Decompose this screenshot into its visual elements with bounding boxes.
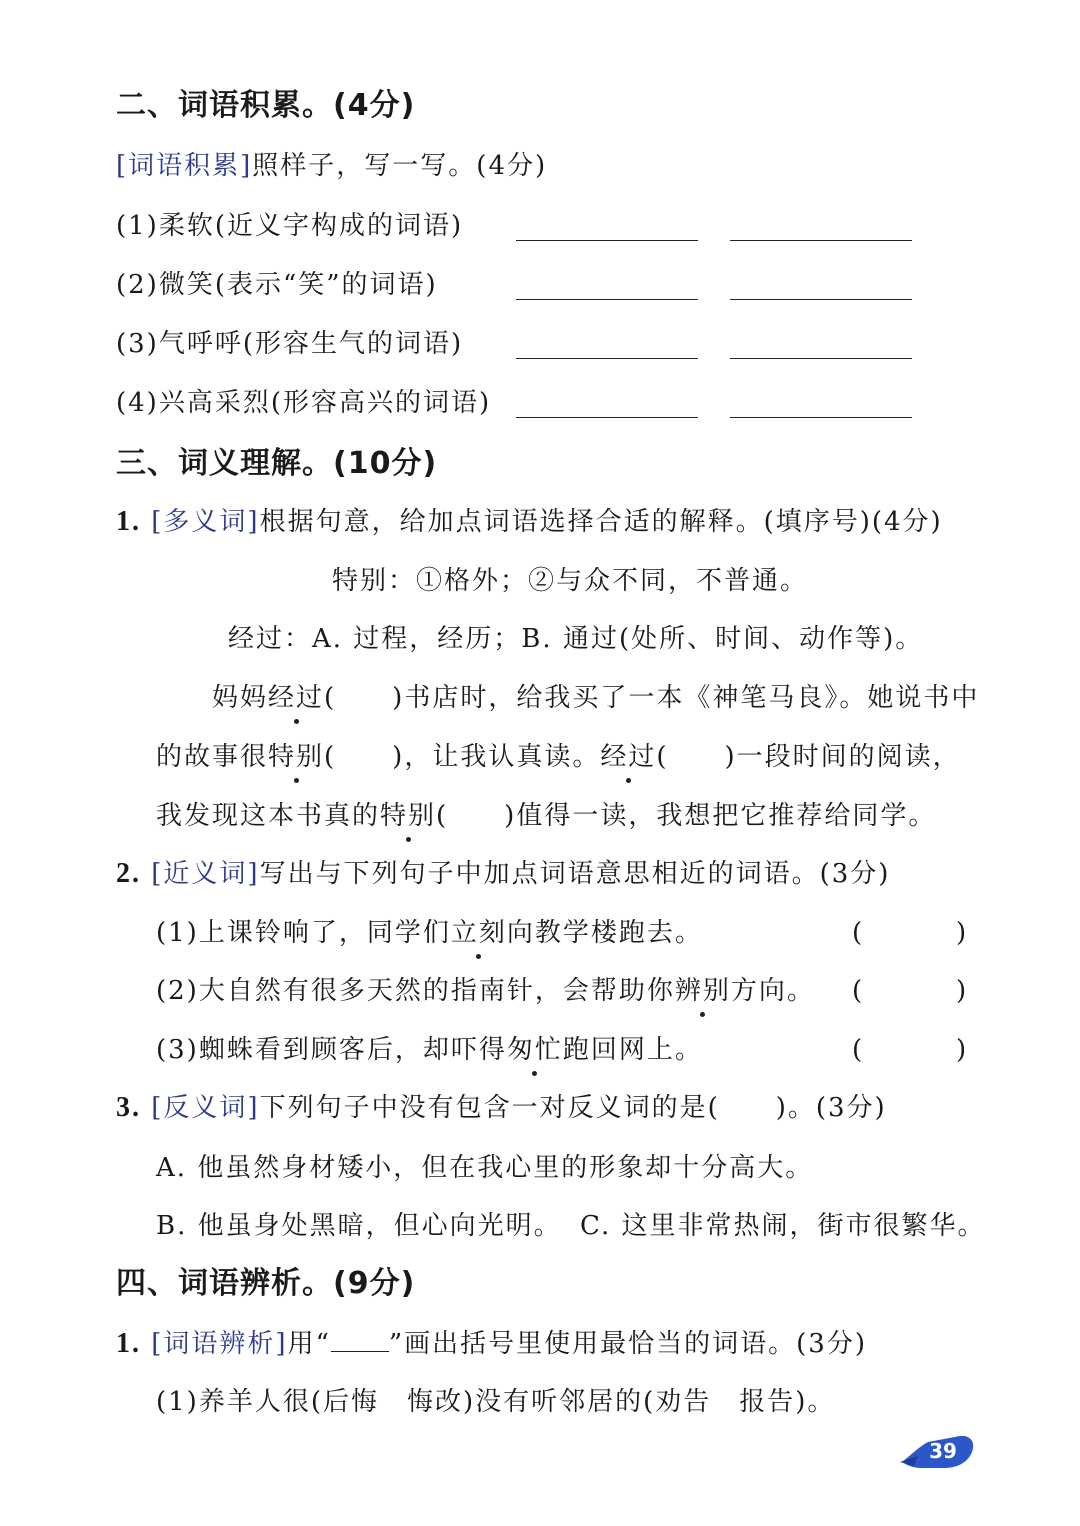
word-item-4: (4)兴高采烈(形容高兴的词语)	[116, 388, 492, 418]
category-tag: [词语辨析]	[151, 1329, 288, 1359]
passage-text: 的故事很	[156, 742, 269, 772]
category-tag: [多义词]	[151, 507, 260, 537]
question-text: 下列句子中没有包含一对反义词的是( )。(3分)	[259, 1093, 887, 1123]
question-text: 写出与下列句子中加点词语意思相近的词语。(3分)	[259, 859, 891, 889]
definition-jingguo: 经过：A. 过程，经历；B. 通过(处所、时间、动作等)。	[228, 624, 924, 654]
question-number: 3.	[116, 1092, 141, 1123]
section-2-instruction	[116, 148, 547, 184]
passage-line-3	[156, 798, 936, 834]
passage-text: ( )书店时，给我买了一本《神笔马良》。她说书中	[324, 683, 980, 713]
sentence-text: 跑回网上。	[562, 1035, 703, 1065]
dotted-word: 立刻	[451, 915, 507, 951]
question-text: ”画出括号里使用最恰当的词语。(3分)	[388, 1329, 867, 1359]
sentence-text: (3)蜘蛛看到顾客后，却吓得	[156, 1035, 507, 1065]
passage-text: ( )一段时间的阅读，	[656, 742, 961, 772]
word-item-1: (1)柔软(近义字构成的词语)	[116, 211, 464, 241]
passage-line-1	[212, 680, 979, 716]
dotted-word: 辨别	[675, 973, 731, 1009]
passage-text: 妈妈	[212, 683, 269, 713]
category-tag: [词语积累]	[116, 151, 253, 181]
question-number: 2.	[116, 858, 141, 889]
sentence-text: 方向。	[730, 976, 815, 1006]
synonym-sentence-3	[156, 1032, 703, 1068]
category-tag: [反义词]	[151, 1093, 260, 1123]
answer-blank[interactable]	[730, 299, 912, 300]
sentence-text: (2)大自然有很多天然的指南针，会帮助你	[156, 976, 675, 1006]
dotted-word: 经过	[268, 680, 324, 716]
sentence-text: 向教学楼跑去。	[506, 918, 703, 948]
question-text: 根据句意，给加点词语选择合适的解释。(填序号)(4分)	[259, 507, 943, 537]
definition-tebie: 特别：①格外；②与众不同，不普通。	[332, 566, 809, 596]
question-number: 1.	[116, 1328, 141, 1359]
choice-item-1: (1)养羊人很(后悔 悔改)没有听邻居的(劝告 报告)。	[156, 1387, 836, 1417]
answer-blank[interactable]	[730, 417, 912, 418]
answer-blank[interactable]	[516, 240, 698, 241]
answer-blank[interactable]	[730, 358, 912, 359]
answer-paren-open[interactable]: (	[852, 1035, 863, 1065]
passage-text: ( )，让我认真读。	[324, 742, 601, 772]
section-4-title: 四、词语辨析。(9分)	[116, 1266, 416, 1301]
question-text: 用“	[287, 1329, 331, 1359]
passage-text: ( )值得一读，我想把它推荐给同学。	[436, 801, 937, 831]
dotted-word: 特别	[268, 739, 324, 775]
option-a: A. 他虽然身材矮小，但在我心里的形象却十分高大。	[156, 1153, 814, 1183]
section-3-title: 三、词义理解。(10分)	[116, 446, 438, 481]
answer-blank[interactable]	[730, 240, 912, 241]
synonym-sentence-2	[156, 973, 815, 1009]
option-c: C. 这里非常热闹，街市很繁华。	[580, 1211, 986, 1241]
sentence-text: (1)上课铃响了，同学们	[156, 918, 451, 948]
option-b: B. 他虽身处黑暗，但心向光明。	[156, 1211, 562, 1241]
passage-line-2	[156, 739, 961, 775]
word-item-3: (3)气呼呼(形容生气的词语)	[116, 329, 464, 359]
dotted-word: 经过	[600, 739, 656, 775]
answer-blank[interactable]	[516, 299, 698, 300]
underline-sample	[331, 1331, 389, 1352]
answer-paren-open[interactable]: (	[852, 976, 863, 1006]
instruction-text: 照样子，写一写。(4分)	[252, 151, 548, 181]
question-4-1	[116, 1326, 867, 1362]
question-number: 1.	[116, 506, 141, 537]
question-3-2	[116, 856, 890, 892]
answer-blank[interactable]	[516, 358, 698, 359]
synonym-sentence-1	[156, 915, 703, 951]
answer-paren-close[interactable]: )	[956, 918, 967, 948]
passage-text: 我发现这本书真的	[156, 801, 381, 831]
answer-blank[interactable]	[516, 417, 698, 418]
dotted-word: 匆忙	[507, 1032, 563, 1068]
category-tag: [近义词]	[151, 859, 260, 889]
answer-paren-close[interactable]: )	[956, 1035, 967, 1065]
question-3-3	[116, 1090, 887, 1126]
answer-paren-close[interactable]: )	[956, 976, 967, 1006]
answer-paren-open[interactable]: (	[852, 918, 863, 948]
question-3-1	[116, 504, 943, 540]
section-2-title: 二、词语积累。(4分)	[116, 88, 416, 123]
page-number: 39	[929, 1439, 957, 1463]
word-item-2: (2)微笑(表示“笑”的词语)	[116, 270, 438, 300]
dotted-word: 特别	[380, 798, 436, 834]
